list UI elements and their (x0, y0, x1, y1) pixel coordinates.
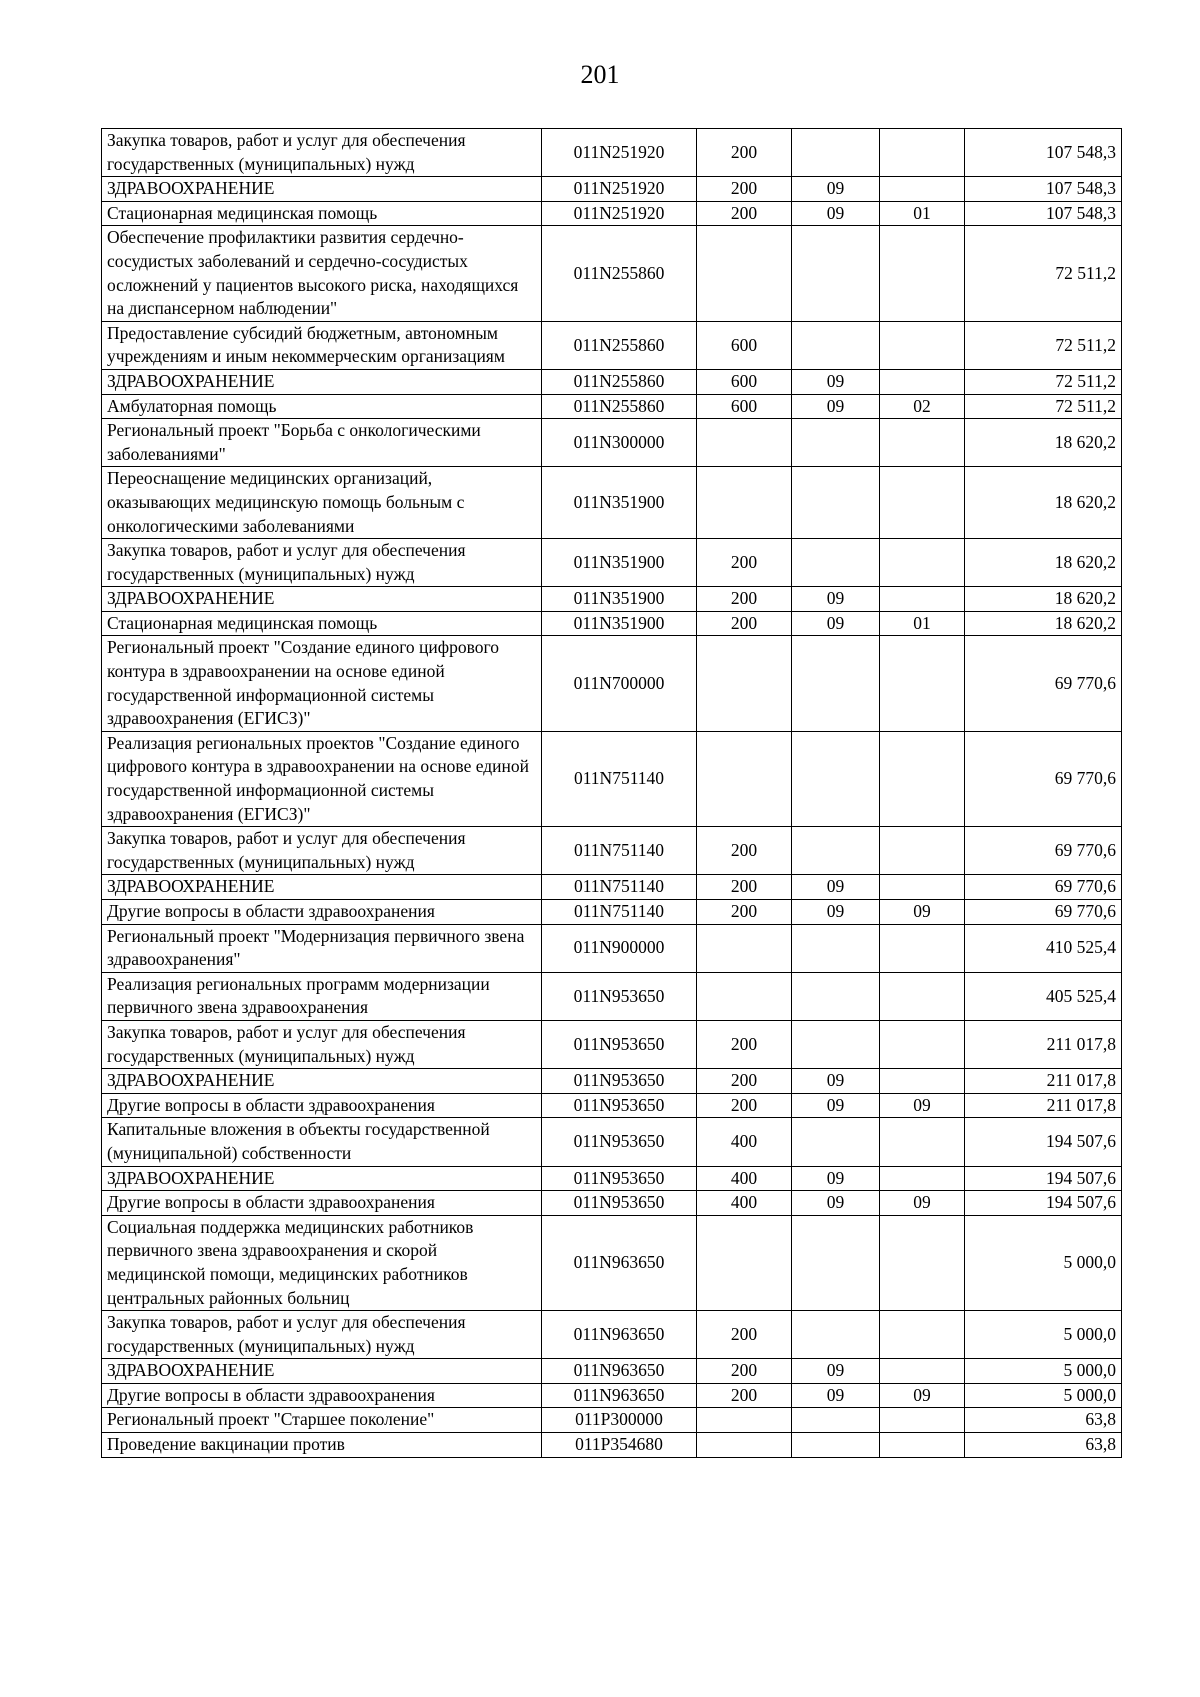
row-expense-type: 200 (697, 129, 792, 177)
row-section: 09 (792, 1069, 880, 1094)
table-row (102, 875, 1122, 900)
row-subsection (880, 924, 965, 972)
row-amount: 5 000,0 (965, 1311, 1122, 1359)
table-row (102, 467, 1122, 539)
row-section (792, 539, 880, 587)
row-section (792, 1433, 880, 1458)
row-section: 09 (792, 177, 880, 202)
table-row (102, 129, 1122, 177)
row-expense-type: 600 (697, 369, 792, 394)
row-section (792, 924, 880, 972)
table-row (102, 924, 1122, 972)
table-row (102, 201, 1122, 226)
page-number: 201 (580, 60, 620, 89)
table-row (102, 1093, 1122, 1118)
table-row (102, 1118, 1122, 1166)
row-subsection: 09 (880, 1191, 965, 1216)
row-subsection (880, 1215, 965, 1310)
row-code: 011P354680 (542, 1433, 697, 1458)
row-subsection (880, 1359, 965, 1384)
row-code: 011P300000 (542, 1408, 697, 1433)
row-name: ЗДРАВООХРАНЕНИЕ (102, 177, 542, 202)
row-amount: 211 017,8 (965, 1020, 1122, 1068)
row-subsection (880, 972, 965, 1020)
row-section (792, 467, 880, 539)
row-code: 011N751140 (542, 875, 697, 900)
row-name: Закупка товаров, работ и услуг для обеспечения государственных (муниципальных) нужд (102, 129, 542, 177)
table-row (102, 226, 1122, 321)
row-expense-type (697, 419, 792, 467)
row-expense-type: 200 (697, 1383, 792, 1408)
row-name: Капитальные вложения в объекты государственной (муниципальной) собственности (102, 1118, 542, 1166)
table-row (102, 1383, 1122, 1408)
row-subsection (880, 1069, 965, 1094)
row-name: ЗДРАВООХРАНЕНИЕ (102, 1069, 542, 1094)
row-name: Предоставление субсидий бюджетным, автономным учреждениям и иным некоммерческим организациям (102, 321, 542, 369)
row-section (792, 1408, 880, 1433)
row-expense-type: 200 (697, 1359, 792, 1384)
row-amount: 18 620,2 (965, 419, 1122, 467)
row-section: 09 (792, 1191, 880, 1216)
row-section (792, 321, 880, 369)
table-row (102, 636, 1122, 731)
row-name: ЗДРАВООХРАНЕНИЕ (102, 875, 542, 900)
row-code: 011N255860 (542, 321, 697, 369)
row-subsection (880, 419, 965, 467)
row-expense-type: 400 (697, 1118, 792, 1166)
row-section (792, 972, 880, 1020)
row-subsection (880, 827, 965, 875)
row-name: Реализация региональных программ модернизации первичного звена здравоохранения (102, 972, 542, 1020)
row-expense-type (697, 731, 792, 826)
row-section: 09 (792, 394, 880, 419)
row-code: 011N963650 (542, 1359, 697, 1384)
row-expense-type (697, 467, 792, 539)
row-section (792, 636, 880, 731)
row-expense-type (697, 636, 792, 731)
row-amount: 63,8 (965, 1433, 1122, 1458)
row-section (792, 129, 880, 177)
row-section (792, 1118, 880, 1166)
row-name: Закупка товаров, работ и услуг для обеспечения государственных (муниципальных) нужд (102, 827, 542, 875)
row-code: 011N300000 (542, 419, 697, 467)
row-subsection (880, 1166, 965, 1191)
row-amount: 63,8 (965, 1408, 1122, 1433)
row-subsection (880, 321, 965, 369)
row-expense-type: 200 (697, 1093, 792, 1118)
row-code: 011N351900 (542, 587, 697, 612)
row-amount: 5 000,0 (965, 1383, 1122, 1408)
row-amount: 69 770,6 (965, 875, 1122, 900)
row-code: 011N953650 (542, 972, 697, 1020)
row-section: 09 (792, 1093, 880, 1118)
row-name: Переоснащение медицинских организаций, оказывающих медицинскую помощь больным с онкологическими заболеваниями (102, 467, 542, 539)
row-amount: 72 511,2 (965, 226, 1122, 321)
row-code: 011N751140 (542, 731, 697, 826)
row-expense-type: 200 (697, 1069, 792, 1094)
table-row (102, 394, 1122, 419)
row-amount: 194 507,6 (965, 1166, 1122, 1191)
row-name: Другие вопросы в области здравоохранения (102, 1191, 542, 1216)
row-amount: 107 548,3 (965, 177, 1122, 202)
row-expense-type: 600 (697, 321, 792, 369)
row-name: ЗДРАВООХРАНЕНИЕ (102, 587, 542, 612)
row-amount: 194 507,6 (965, 1118, 1122, 1166)
table-row (102, 369, 1122, 394)
row-code: 011N953650 (542, 1191, 697, 1216)
row-amount: 72 511,2 (965, 394, 1122, 419)
row-code: 011N255860 (542, 394, 697, 419)
row-name: Другие вопросы в области здравоохранения (102, 900, 542, 925)
row-code: 011N963650 (542, 1383, 697, 1408)
row-amount: 211 017,8 (965, 1093, 1122, 1118)
row-code: 011N953650 (542, 1166, 697, 1191)
row-amount: 405 525,4 (965, 972, 1122, 1020)
row-code: 011N963650 (542, 1311, 697, 1359)
row-section (792, 226, 880, 321)
row-section (792, 731, 880, 826)
row-expense-type: 200 (697, 587, 792, 612)
row-expense-type: 200 (697, 900, 792, 925)
table-row (102, 1069, 1122, 1094)
row-subsection (880, 226, 965, 321)
row-amount: 72 511,2 (965, 321, 1122, 369)
table-row (102, 1166, 1122, 1191)
row-code: 011N751140 (542, 900, 697, 925)
row-subsection (880, 1118, 965, 1166)
row-expense-type (697, 1408, 792, 1433)
row-section: 09 (792, 369, 880, 394)
row-amount: 72 511,2 (965, 369, 1122, 394)
row-amount: 194 507,6 (965, 1191, 1122, 1216)
row-subsection (880, 587, 965, 612)
row-subsection (880, 636, 965, 731)
row-code: 011N953650 (542, 1118, 697, 1166)
table-row (102, 1311, 1122, 1359)
row-section: 09 (792, 1166, 880, 1191)
row-code: 011N251920 (542, 129, 697, 177)
row-subsection (880, 177, 965, 202)
row-amount: 5 000,0 (965, 1359, 1122, 1384)
row-subsection (880, 1020, 965, 1068)
row-amount: 5 000,0 (965, 1215, 1122, 1310)
row-expense-type: 200 (697, 539, 792, 587)
row-amount: 18 620,2 (965, 467, 1122, 539)
row-amount: 410 525,4 (965, 924, 1122, 972)
row-amount: 69 770,6 (965, 731, 1122, 826)
row-name: Региональный проект "Борьба с онкологическими заболеваниями" (102, 419, 542, 467)
row-expense-type: 200 (697, 177, 792, 202)
row-subsection (880, 467, 965, 539)
row-code: 011N351900 (542, 539, 697, 587)
budget-table (101, 128, 1122, 1458)
row-subsection (880, 369, 965, 394)
row-code: 011N953650 (542, 1020, 697, 1068)
row-name: Амбулаторная помощь (102, 394, 542, 419)
row-code: 011N351900 (542, 467, 697, 539)
row-section: 09 (792, 201, 880, 226)
row-section: 09 (792, 900, 880, 925)
row-subsection: 01 (880, 201, 965, 226)
row-section (792, 419, 880, 467)
row-name: Другие вопросы в области здравоохранения (102, 1383, 542, 1408)
row-name: Стационарная медицинская помощь (102, 611, 542, 636)
row-name: Региональный проект "Модернизация первичного звена здравоохранения" (102, 924, 542, 972)
row-amount: 69 770,6 (965, 636, 1122, 731)
row-subsection: 01 (880, 611, 965, 636)
row-subsection: 09 (880, 1383, 965, 1408)
row-amount: 211 017,8 (965, 1069, 1122, 1094)
row-amount: 107 548,3 (965, 201, 1122, 226)
row-expense-type: 200 (697, 1311, 792, 1359)
row-expense-type (697, 972, 792, 1020)
row-code: 011N351900 (542, 611, 697, 636)
row-name: Реализация региональных проектов "Создание единого цифрового контура в здравоохранении на основе единой государственной информационной системы здравоохранения (ЕГИСЗ)" (102, 731, 542, 826)
table-row (102, 1359, 1122, 1384)
row-name: ЗДРАВООХРАНЕНИЕ (102, 1166, 542, 1191)
row-section: 09 (792, 1359, 880, 1384)
row-subsection (880, 539, 965, 587)
row-expense-type: 600 (697, 394, 792, 419)
row-name: Обеспечение профилактики развития сердечно-сосудистых заболеваний и сердечно-сосудистых осложнений у пациентов высокого риска, находящихся на диспансерном наблюдении" (102, 226, 542, 321)
row-code: 011N255860 (542, 369, 697, 394)
row-expense-type: 200 (697, 201, 792, 226)
table-row (102, 177, 1122, 202)
row-name: Региональный проект "Создание единого цифрового контура в здравоохранении на основе единой государственной информационной системы здравоохранения (ЕГИСЗ)" (102, 636, 542, 731)
row-expense-type (697, 226, 792, 321)
row-subsection: 02 (880, 394, 965, 419)
row-code: 011N963650 (542, 1215, 697, 1310)
row-amount: 69 770,6 (965, 827, 1122, 875)
row-name: Закупка товаров, работ и услуг для обеспечения государственных (муниципальных) нужд (102, 539, 542, 587)
row-amount: 69 770,6 (965, 900, 1122, 925)
table-row (102, 321, 1122, 369)
table-row (102, 972, 1122, 1020)
row-name: Закупка товаров, работ и услуг для обеспечения государственных (муниципальных) нужд (102, 1020, 542, 1068)
row-section: 09 (792, 875, 880, 900)
table-row (102, 1191, 1122, 1216)
row-section (792, 827, 880, 875)
row-expense-type: 200 (697, 827, 792, 875)
table-row (102, 731, 1122, 826)
row-subsection (880, 1408, 965, 1433)
row-subsection (880, 129, 965, 177)
row-expense-type: 200 (697, 875, 792, 900)
table-row (102, 1020, 1122, 1068)
row-subsection: 09 (880, 900, 965, 925)
row-section: 09 (792, 587, 880, 612)
row-subsection (880, 731, 965, 826)
row-expense-type (697, 924, 792, 972)
row-name: Закупка товаров, работ и услуг для обеспечения государственных (муниципальных) нужд (102, 1311, 542, 1359)
table-row (102, 587, 1122, 612)
row-section: 09 (792, 611, 880, 636)
row-amount: 107 548,3 (965, 129, 1122, 177)
row-code: 011N751140 (542, 827, 697, 875)
row-subsection (880, 1433, 965, 1458)
table-row (102, 1408, 1122, 1433)
row-expense-type: 200 (697, 611, 792, 636)
row-name: Проведение вакцинации против (102, 1433, 542, 1458)
row-expense-type: 400 (697, 1166, 792, 1191)
row-name: Социальная поддержка медицинских работников первичного звена здравоохранения и скорой медицинской помощи, медицинских работников центральных районных больниц (102, 1215, 542, 1310)
row-section (792, 1020, 880, 1068)
row-subsection (880, 1311, 965, 1359)
row-subsection: 09 (880, 1093, 965, 1118)
row-expense-type: 200 (697, 1020, 792, 1068)
row-name: ЗДРАВООХРАНЕНИЕ (102, 369, 542, 394)
table-row (102, 419, 1122, 467)
row-section (792, 1215, 880, 1310)
row-section (792, 1311, 880, 1359)
row-code: 011N255860 (542, 226, 697, 321)
row-expense-type: 400 (697, 1191, 792, 1216)
row-amount: 18 620,2 (965, 539, 1122, 587)
table-row (102, 1215, 1122, 1310)
table-row (102, 900, 1122, 925)
table-row (102, 827, 1122, 875)
row-name: Региональный проект "Старшее поколение" (102, 1408, 542, 1433)
row-subsection (880, 875, 965, 900)
row-name: Другие вопросы в области здравоохранения (102, 1093, 542, 1118)
table-row (102, 611, 1122, 636)
row-name: Стационарная медицинская помощь (102, 201, 542, 226)
table-row (102, 1433, 1122, 1458)
table-row (102, 539, 1122, 587)
row-code: 011N251920 (542, 201, 697, 226)
budget-table-body (102, 129, 1122, 1458)
row-section: 09 (792, 1383, 880, 1408)
row-code: 011N700000 (542, 636, 697, 731)
row-code: 011N953650 (542, 1093, 697, 1118)
row-code: 011N953650 (542, 1069, 697, 1094)
row-expense-type (697, 1215, 792, 1310)
row-expense-type (697, 1433, 792, 1458)
row-code: 011N251920 (542, 177, 697, 202)
row-code: 011N900000 (542, 924, 697, 972)
row-name: ЗДРАВООХРАНЕНИЕ (102, 1359, 542, 1384)
row-amount: 18 620,2 (965, 611, 1122, 636)
row-amount: 18 620,2 (965, 587, 1122, 612)
